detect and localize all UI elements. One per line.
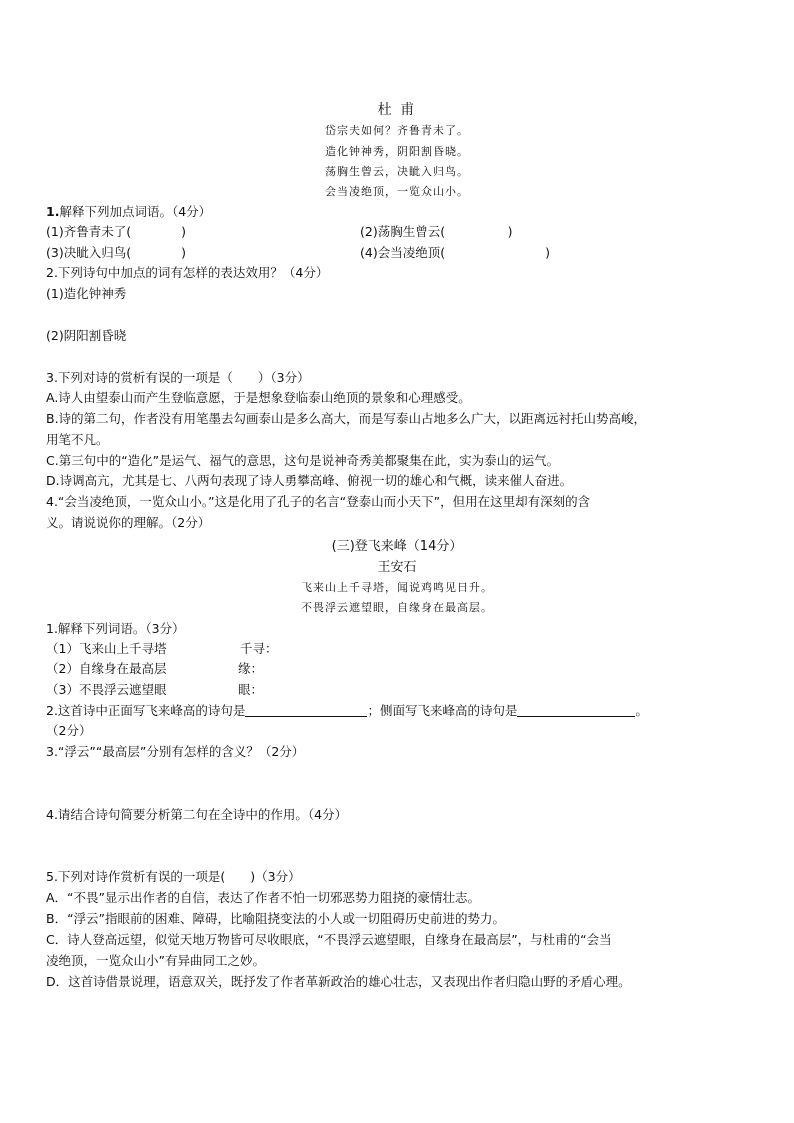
poem-author: 杜 甫 [377,102,417,118]
s3q1-item-1-key: 千寻： [240,641,278,656]
s3q1-item-2-key: 缘： [238,661,264,676]
s3-question-3: 3.“浮云”“最高层”分别有怎样的含义？（2分） [46,744,305,759]
q2-item-2: (2)阴阳割昏晓 [46,328,127,343]
option-b: B.诗的第二句，作者没有用笔墨去勾画泰山是多么高大，而是写泰山占地多么广大，以距离远衬托山势高峻， [46,411,647,426]
s3-question-1: 1.解释下列词语。（3分） [46,621,185,636]
answer-blank[interactable] [517,702,635,717]
s3q1-item-2: （2）自缘身在最高层 [46,661,167,676]
s3q1-item-3: （3）不畏浮云遮望眼 [46,682,167,697]
q1-item-2: (2)荡胸生曾云( ) [360,224,513,239]
q2-item-1: (1)造化钟神秀 [46,286,127,301]
question-4: 4.“会当凌绝顶，一览众山小。”这是化用了孔子的名言“登泰山而小天下”，但用在这里却有深刻的含 [46,494,591,509]
option-a: A．“不畏”显示出作者的自信，表达了作者不怕一切邪恶势力阻挠的豪情壮志。 [46,890,481,905]
question-3: 3.下列对诗的赏析有误的一项是（ ）（3分） [46,370,310,385]
section-title: (三)登飞来峰（14分） [331,539,463,554]
poem-line: 荡胸生曾云，决眦入归鸟。 [325,165,469,178]
poem-line: 岱宗夫如何？齐鲁青未了。 [325,124,469,137]
question-text: ；侧面写飞来峰高的诗句是 [367,703,518,718]
q1-item-1: (1)齐鲁青未了( ) [46,224,186,239]
option-d: D．这首诗借景说理，语意双关，既抒发了作者革新政治的雄心壮志，又表现出作者归隐山野的矛盾心理。 [46,974,631,989]
poem-line: 会当凌绝顶，一览众山小。 [325,185,469,198]
question-2: 2.下列诗句中加点的词有怎样的表达效用？（4分） [46,265,329,280]
option-b: B．“浮云”指眼前的困难、障碍，比喻阻挠变法的小人或一切阻碍历史前进的势力。 [46,911,506,926]
s3-question-5: 5.下列对诗作赏析有误的一项是( )（3分） [46,869,301,884]
option-d: D.诗调高亢，尤其是七、八两句表现了诗人勇攀高峰、俯视一切的雄心和气概，读来催人奋进。 [46,473,573,488]
option-c: C.第三句中的“造化”是运气、福气的意思，这句是说神奇秀美都聚集在此，实为泰山的运气。 [46,453,560,468]
s3-question-4: 4.请结合诗句简要分析第二句在全诗中的作用。（4分） [46,807,348,822]
q1-item-4: (4)会当凌绝顶( ) [360,245,550,260]
poem-line: 飞来山上千寻塔，闻说鸡鸣见日升。 [301,581,493,594]
answer-blank[interactable] [245,702,367,717]
poem-line: 不畏浮云遮望眼，自缘身在最高层。 [301,601,493,614]
question-number: 1. [46,204,60,219]
s3-question-2 [46,702,648,719]
question-text: 2.这首诗中正面写飞来峰高的诗句是 [46,703,246,718]
poem-author: 王安石 [377,560,417,575]
option-c: C．诗人登高远望，似觉天地万物皆可尽收眼底，“不畏浮云遮望眼，自缘身在最高层”，与杜甫的“会当 [46,932,612,947]
question-text: 解释下列加点词语。（4分） [59,204,212,219]
question-1 [46,203,211,220]
s3q1-item-1: （1）飞来山上千寻塔 [46,641,167,656]
option-b-continued: 用笔不凡。 [46,432,109,447]
question-text: 。 [635,703,648,718]
s3q1-item-3-key: 眼： [238,682,264,697]
question-4-continued: 义。请说说你的理解。（2分） [46,515,211,530]
q1-item-3: (3)决眦入归鸟( ) [46,245,186,260]
option-a: A.诗人由望泰山而产生登临意愿，于是想象登临泰山绝顶的景象和心理感受。 [46,390,471,405]
s3-question-2-score: （2分） [46,723,92,738]
poem-line: 造化钟神秀，阴阳割昏晓。 [325,145,469,158]
option-c-continued: 凌绝顶，一览众山小”有异曲同工之妙。 [46,953,265,968]
